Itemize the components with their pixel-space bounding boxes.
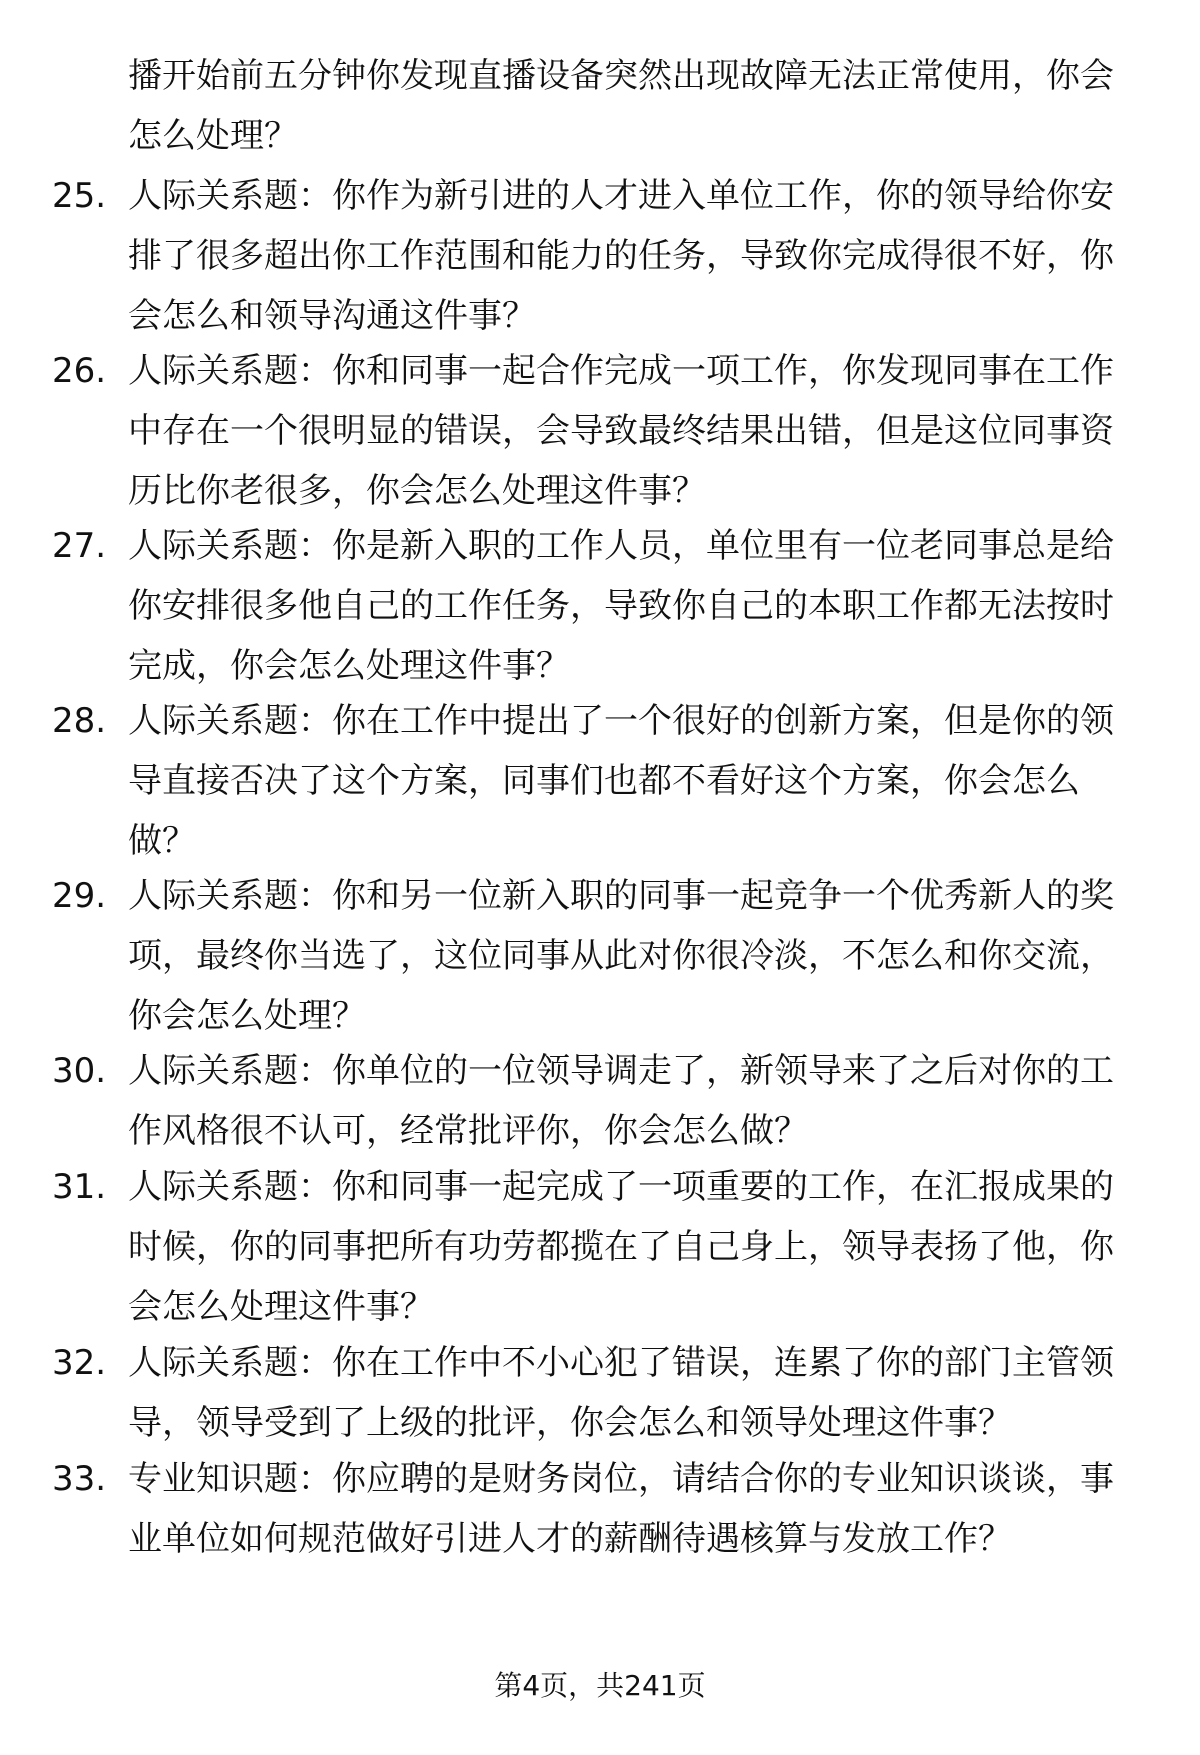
question-text: 人际关系题：你和另一位新入职的同事一起竞争一个优秀新人的奖项，最终你当选了，这位同事从此对你很冷淡，不怎么和你交流，你会怎么处理？ [128, 876, 1114, 1036]
question-number: 27. [52, 526, 107, 566]
page-footer: 第4页，共241页 [494, 1669, 706, 1702]
question-number: 33. [52, 1459, 107, 1499]
question-number: 30. [52, 1051, 107, 1091]
question-text: 人际关系题：你和同事一起合作完成一项工作，你发现同事在工作中存在一个很明显的错误，会导致最终结果出错，但是这位同事资历比你老很多，你会怎么处理这件事？ [128, 351, 1114, 511]
question-text: 人际关系题：你单位的一位领导调走了，新领导来了之后对你的工作风格很不认可，经常批评你，你会怎么做？ [128, 1051, 1114, 1151]
question-text: 人际关系题：你是新入职的工作人员，单位里有一位老同事总是给你安排很多他自己的工作任务，导致你自己的本职工作都无法按时完成，你会怎么处理这件事？ [128, 526, 1114, 686]
question-number: 29. [52, 876, 107, 916]
question-text: 人际关系题：你作为新引进的人才进入单位工作，你的领导给你安排了很多超出你工作范围和能力的任务，导致你完成得很不好，你会怎么和领导沟通这件事？ [128, 176, 1114, 336]
question-number: 32. [52, 1343, 107, 1383]
continued-question-text: 播开始前五分钟你发现直播设备突然出现故障无法正常使用，你会怎么处理？ [128, 56, 1114, 156]
question-number: 31. [52, 1167, 107, 1207]
question-text: 专业知识题：你应聘的是财务岗位，请结合你的专业知识谈谈，事业单位如何规范做好引进人才的薪酬待遇核算与发放工作？ [128, 1459, 1114, 1559]
question-number: 28. [52, 701, 107, 741]
question-number: 26. [52, 351, 107, 391]
question-text: 人际关系题：你和同事一起完成了一项重要的工作，在汇报成果的时候，你的同事把所有功劳都揽在了自己身上，领导表扬了他，你会怎么处理这件事？ [128, 1167, 1114, 1327]
question-number: 25. [52, 176, 107, 216]
question-text: 人际关系题：你在工作中提出了一个很好的创新方案，但是你的领导直接否决了这个方案，同事们也都不看好这个方案，你会怎么做？ [128, 701, 1114, 861]
question-text: 人际关系题：你在工作中不小心犯了错误，连累了你的部门主管领导，领导受到了上级的批评，你会怎么和领导处理这件事？ [128, 1343, 1114, 1443]
